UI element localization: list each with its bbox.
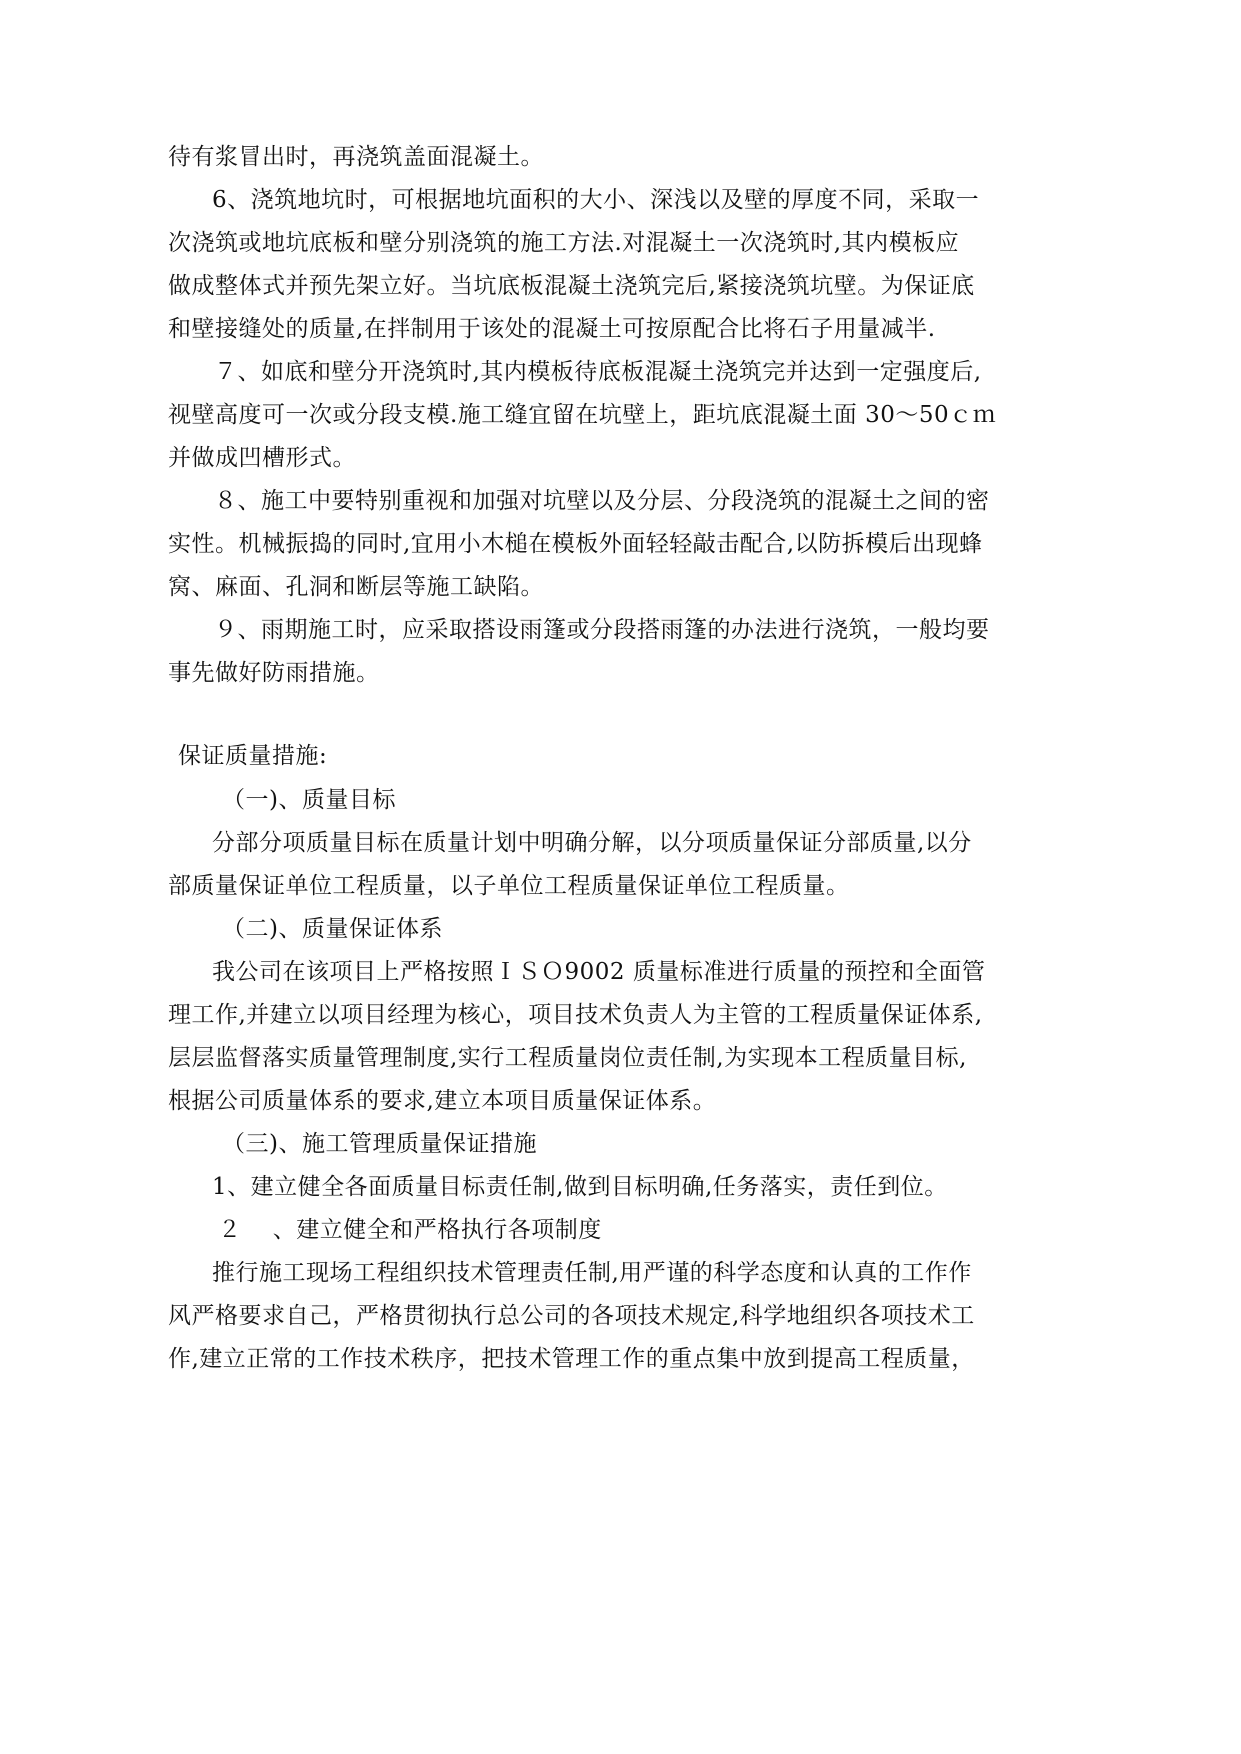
- text-line-22: 根据公司质量体系的要求,建立本项目质量保证体系。: [168, 1088, 717, 1114]
- text-line-17: 部质量保证单位工程质量，以子单位工程质量保证单位工程质量。: [168, 873, 850, 899]
- text-line-10: 实性。机械振捣的同时,宜用小木槌在模板外面轻轻敲击配合,以防拆模后出现蜂: [168, 531, 983, 557]
- text-line-11: 窝、麻面、孔洞和断层等施工缺陷。: [168, 574, 544, 600]
- text-line-21: 层层监督落实质量管理制度,实行工程质量岗位责任制,为实现本工程质量目标,: [168, 1045, 967, 1071]
- text-line-13: 事先做好防雨措施。: [168, 660, 380, 686]
- text-line-5: 和壁接缝处的质量,在拌制用于该处的混凝土可按原配合比将石子用量减半.: [168, 316, 936, 342]
- text-line-12: ９、雨期施工时，应采取搭设雨篷或分段搭雨篷的办法进行浇筑，一般均要: [214, 617, 990, 643]
- text-line-19: 我公司在该项目上严格按照ＩＳＯ9002 质量标准进行质量的预控和全面管: [212, 959, 986, 985]
- subheading-quality-system: （二)、质量保证体系: [222, 916, 443, 942]
- text-line-26: 推行施工现场工程组织技术管理责任制,用严谨的科学态度和认真的工作作: [212, 1260, 972, 1286]
- text-line-20: 理工作,并建立以项目经理为核心，项目技术负责人为主管的工程质量保证体系,: [168, 1002, 983, 1028]
- text-line-7: 视壁高度可一次或分段支模.施工缝宜留在坑壁上，距坑底混凝土面 30～50ｃｍ: [168, 402, 997, 428]
- subheading-construction-measures: （三)、施工管理质量保证措施: [222, 1131, 537, 1157]
- text-line-8: 并做成凹槽形式。: [168, 445, 356, 471]
- text-line-24: 1、建立健全各面质量目标责任制,做到目标明确,任务落实，责任到位。: [212, 1174, 948, 1200]
- text-line-28: 作,建立正常的工作技术秩序，把技术管理工作的重点集中放到提高工程质量，: [168, 1346, 975, 1372]
- subheading-quality-target: （一)、质量目标: [222, 787, 396, 813]
- text-line-16: 分部分项质量目标在质量计划中明确分解，以分项质量保证分部质量,以分: [212, 830, 972, 856]
- text-line-1: 待有浆冒出时，再浇筑盖面混凝土。: [168, 144, 544, 170]
- text-line-4: 做成整体式并预先架立好。当坑底板混凝土浇筑完后,紧接浇筑坑壁。为保证底: [168, 273, 975, 299]
- text-line-25: ２ 、建立健全和严格执行各项制度: [218, 1217, 602, 1243]
- text-line-3: 次浇筑或地坑底板和壁分别浇筑的施工方法.对混凝土一次浇筑时,其内模板应: [168, 230, 960, 256]
- section-heading: 保证质量措施:: [178, 743, 328, 769]
- text-line-2: 6、浇筑地坑时，可根据地坑面积的大小、深浅以及壁的厚度不同，采取一: [212, 187, 980, 213]
- text-line-27: 风严格要求自己，严格贯彻执行总公司的各项技术规定,科学地组织各项技术工: [168, 1303, 975, 1329]
- text-line-6: ７、如底和壁分开浇筑时,其内模板待底板混凝土浇筑完并达到一定强度后,: [214, 359, 982, 385]
- text-line-9: ８、施工中要特别重视和加强对坑壁以及分层、分段浇筑的混凝土之间的密: [214, 488, 990, 514]
